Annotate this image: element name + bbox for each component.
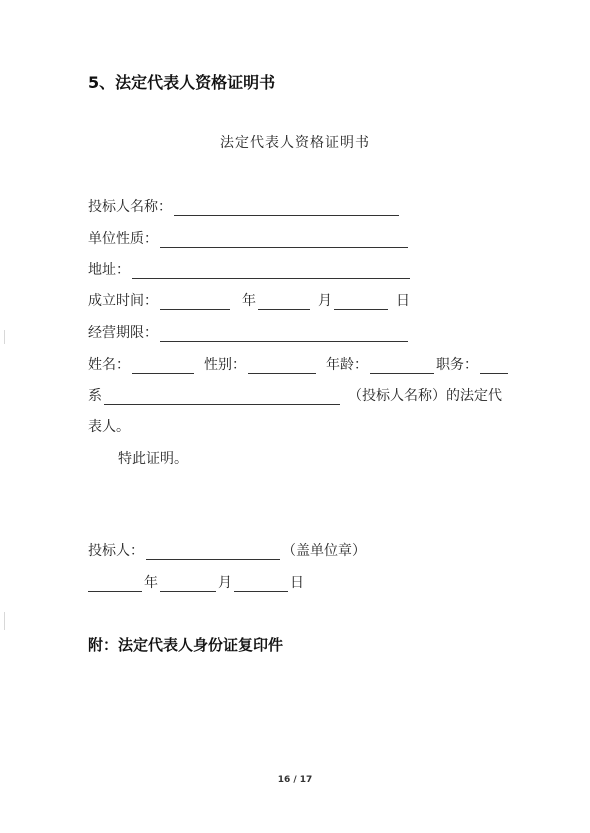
relation-continuation: 表人。 — [88, 419, 130, 435]
unit-nature-blank — [160, 231, 408, 248]
document-title: 法定代表人资格证明书 — [220, 135, 370, 151]
signature-day-blank — [234, 575, 288, 592]
business-term-label: 经营期限： — [88, 325, 158, 341]
signature-month-blank — [160, 575, 216, 592]
business-term-row — [88, 322, 410, 342]
bidder-name-row — [88, 196, 401, 216]
established-label: 成立时间： — [88, 293, 158, 309]
signature-year-label: 年 — [144, 575, 158, 591]
signature-blank — [146, 543, 280, 560]
address-label: 地址： — [88, 262, 130, 278]
relation-suffix: （投标人名称）的法定代 — [348, 388, 502, 404]
person-row — [88, 354, 510, 374]
signature-bidder-label: 投标人： — [88, 543, 144, 559]
position-blank — [480, 357, 508, 374]
business-term-blank — [160, 325, 408, 342]
age-label: 年龄： — [326, 357, 368, 373]
name-label: 姓名： — [88, 357, 130, 373]
established-row — [88, 290, 410, 310]
established-month-label: 月 — [318, 293, 332, 309]
bidder-name-label: 投标人名称： — [88, 199, 172, 215]
signature-date-row — [88, 572, 304, 592]
established-day-blank — [334, 293, 388, 310]
signature-year-blank — [88, 575, 142, 592]
age-blank — [370, 357, 434, 374]
established-year-label: 年 — [242, 293, 256, 309]
certify-text: 特此证明。 — [118, 451, 188, 467]
signature-day-label: 日 — [290, 575, 304, 591]
signature-row — [88, 540, 366, 560]
relation-row — [88, 385, 502, 405]
established-month-blank — [258, 293, 310, 310]
gender-label: 性别： — [204, 357, 246, 373]
bidder-name-blank — [174, 199, 399, 216]
established-day-label: 日 — [396, 293, 410, 309]
gender-blank — [248, 357, 316, 374]
scan-artifact-mark — [4, 612, 5, 630]
signature-seal-label: （盖单位章） — [282, 543, 366, 559]
name-blank — [132, 357, 194, 374]
position-label: 职务： — [436, 357, 478, 373]
relation-prefix: 系 — [88, 388, 102, 404]
signature-month-label: 月 — [218, 575, 232, 591]
unit-nature-row — [88, 228, 410, 248]
address-blank — [132, 262, 410, 279]
attachment-heading: 附：法定代表人身份证复印件 — [88, 636, 284, 654]
unit-nature-label: 单位性质： — [88, 231, 158, 247]
established-year-blank — [160, 293, 230, 310]
address-row — [88, 259, 412, 279]
relation-blank — [104, 388, 340, 405]
section-heading: 5、法定代表人资格证明书 — [88, 73, 276, 92]
page-number: 16 / 17 — [277, 775, 313, 785]
scan-artifact-mark — [4, 330, 5, 344]
